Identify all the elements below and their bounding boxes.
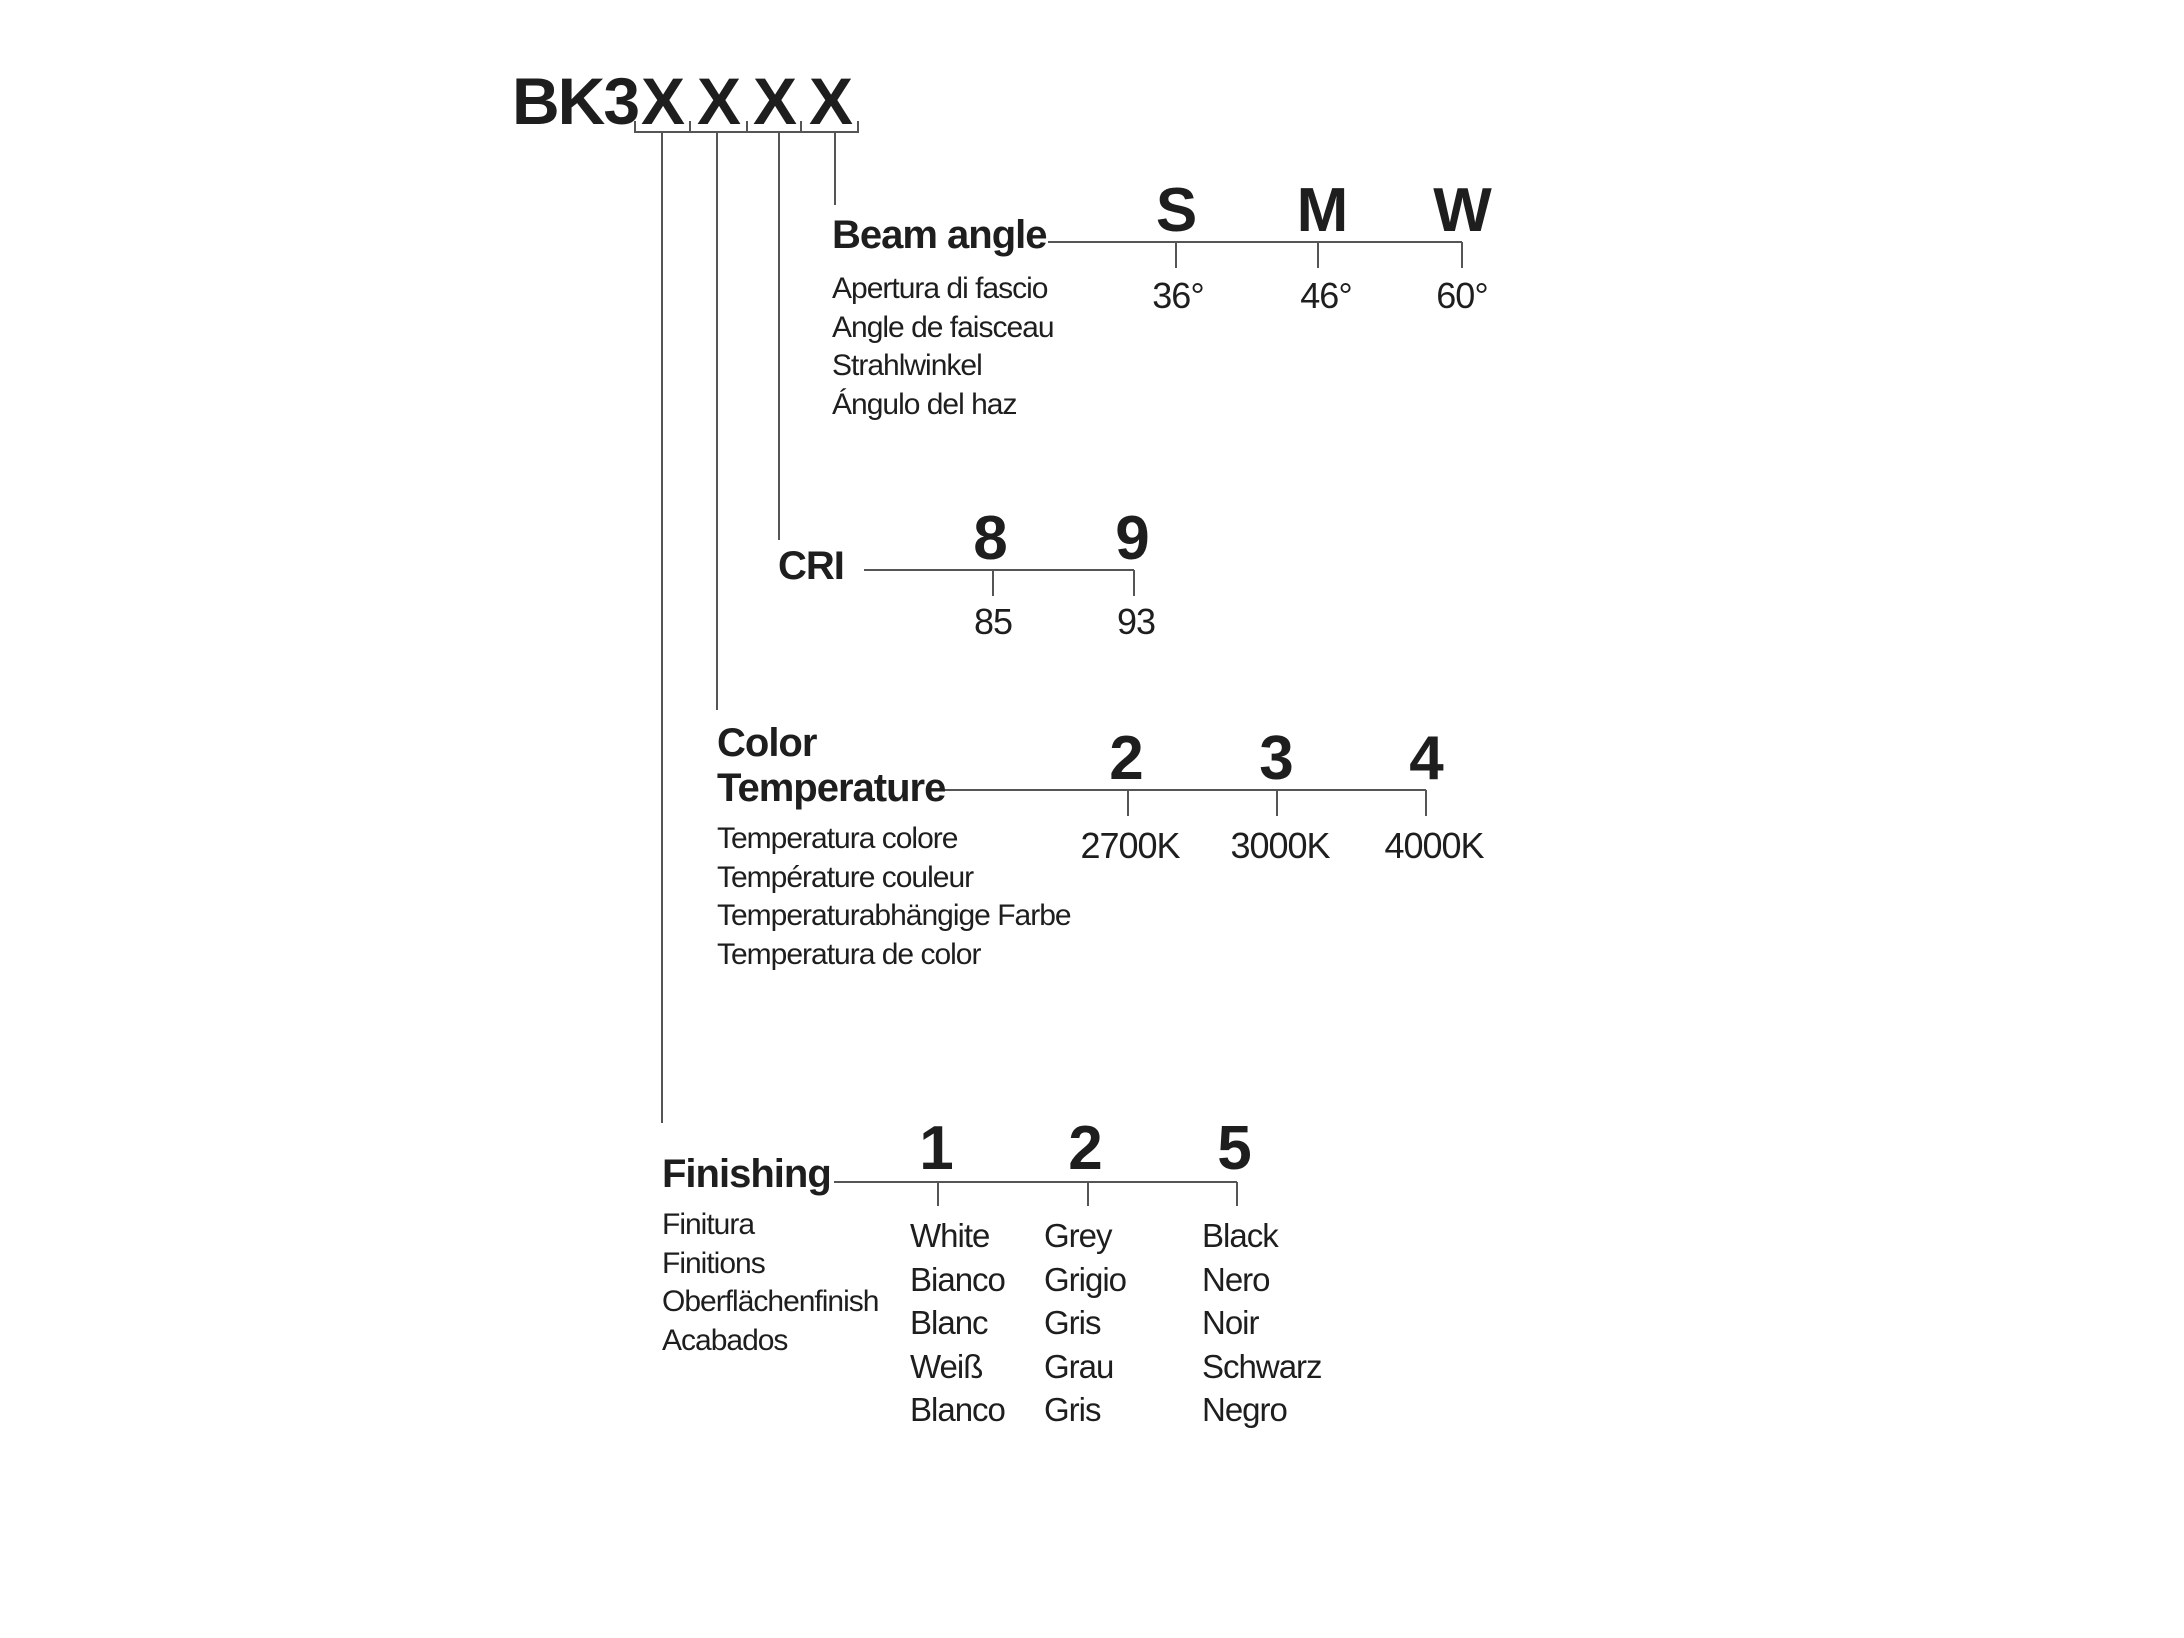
color-temperature-value-2700k: 2700K xyxy=(1080,825,1180,866)
color-temperature-title-line-2: Temperature xyxy=(717,766,946,810)
finish-name: Blanc xyxy=(910,1304,988,1341)
finish-black-names xyxy=(1202,1214,1322,1432)
finishing-translations xyxy=(662,1206,878,1360)
finish-name: Blanco xyxy=(910,1391,1005,1428)
finish-name: Bianco xyxy=(910,1260,1005,1298)
beam-angle-translations xyxy=(832,270,1054,424)
beam-angle-code-s: S xyxy=(1155,176,1197,245)
beam-angle-code-m: M xyxy=(1296,176,1348,245)
color-temperature-title-line-1: Color xyxy=(717,721,817,765)
cri-title: CRI xyxy=(778,544,844,588)
cri-value-85: 85 xyxy=(973,601,1013,642)
translation: Angle de faisceau xyxy=(832,310,1054,344)
finish-name: White xyxy=(910,1217,990,1254)
translation: Ángulo del haz xyxy=(832,387,1017,421)
cri-code-9: 9 xyxy=(1115,504,1149,573)
beam-angle-code-w: W xyxy=(1433,176,1491,245)
beam-angle-value-36: 36° xyxy=(1152,275,1204,316)
finish-name: Schwarz xyxy=(1202,1347,1322,1385)
finish-name: Black xyxy=(1202,1217,1278,1254)
finish-name: Gris xyxy=(1044,1304,1101,1341)
translation: Oberflächenfinish xyxy=(662,1285,879,1318)
color-temperature-translations xyxy=(717,820,1071,974)
translation: Temperatura colore xyxy=(717,822,958,855)
cri-value-93: 93 xyxy=(1116,601,1156,642)
finish-name: Nero xyxy=(1202,1260,1270,1298)
translation: Temperatura de color xyxy=(717,937,981,971)
translation: Finitions xyxy=(662,1246,765,1280)
finish-name: Negro xyxy=(1202,1391,1287,1428)
translation: Acabados xyxy=(662,1323,788,1357)
color-temperature-code-2: 2 xyxy=(1109,724,1143,793)
finish-name: Grau xyxy=(1044,1347,1114,1385)
color-temperature-value-3000k: 3000K xyxy=(1230,825,1330,866)
color-temperature-value-4000k: 4000K xyxy=(1384,825,1484,866)
cri-code-8: 8 xyxy=(973,504,1007,573)
code-slot-color-temperature: X xyxy=(697,64,740,138)
finish-grey-names xyxy=(1044,1214,1126,1432)
translation: Strahlwinkel xyxy=(832,349,982,382)
translation: Apertura di fascio xyxy=(832,272,1048,305)
code-slot-beam-angle: X xyxy=(809,64,852,138)
finish-name: Gris xyxy=(1044,1391,1101,1428)
code-base: BK3 xyxy=(512,64,639,138)
finishing-code-2: 2 xyxy=(1068,1114,1102,1183)
code-slot-finishing: X xyxy=(641,64,684,138)
color-temperature-code-3: 3 xyxy=(1259,724,1293,793)
finish-white-names xyxy=(910,1214,1005,1432)
finish-name: Grigio xyxy=(1044,1260,1127,1298)
translation: Finitura xyxy=(662,1208,755,1241)
finishing-title: Finishing xyxy=(662,1152,831,1196)
finish-name: Noir xyxy=(1202,1304,1259,1341)
finishing-code-1: 1 xyxy=(919,1114,953,1183)
code-slot-cri: X xyxy=(753,64,796,138)
finish-name: Weiß xyxy=(910,1347,983,1385)
finish-name: Grey xyxy=(1044,1217,1112,1254)
translation: Température couleur xyxy=(717,860,974,894)
beam-angle-value-46: 46° xyxy=(1300,275,1352,316)
beam-angle-title: Beam angle xyxy=(832,213,1047,257)
color-temperature-code-4: 4 xyxy=(1409,724,1443,793)
finishing-code-5: 5 xyxy=(1217,1114,1251,1183)
translation: Temperaturabhängige Farbe xyxy=(717,899,1071,932)
beam-angle-value-60: 60° xyxy=(1436,275,1488,316)
